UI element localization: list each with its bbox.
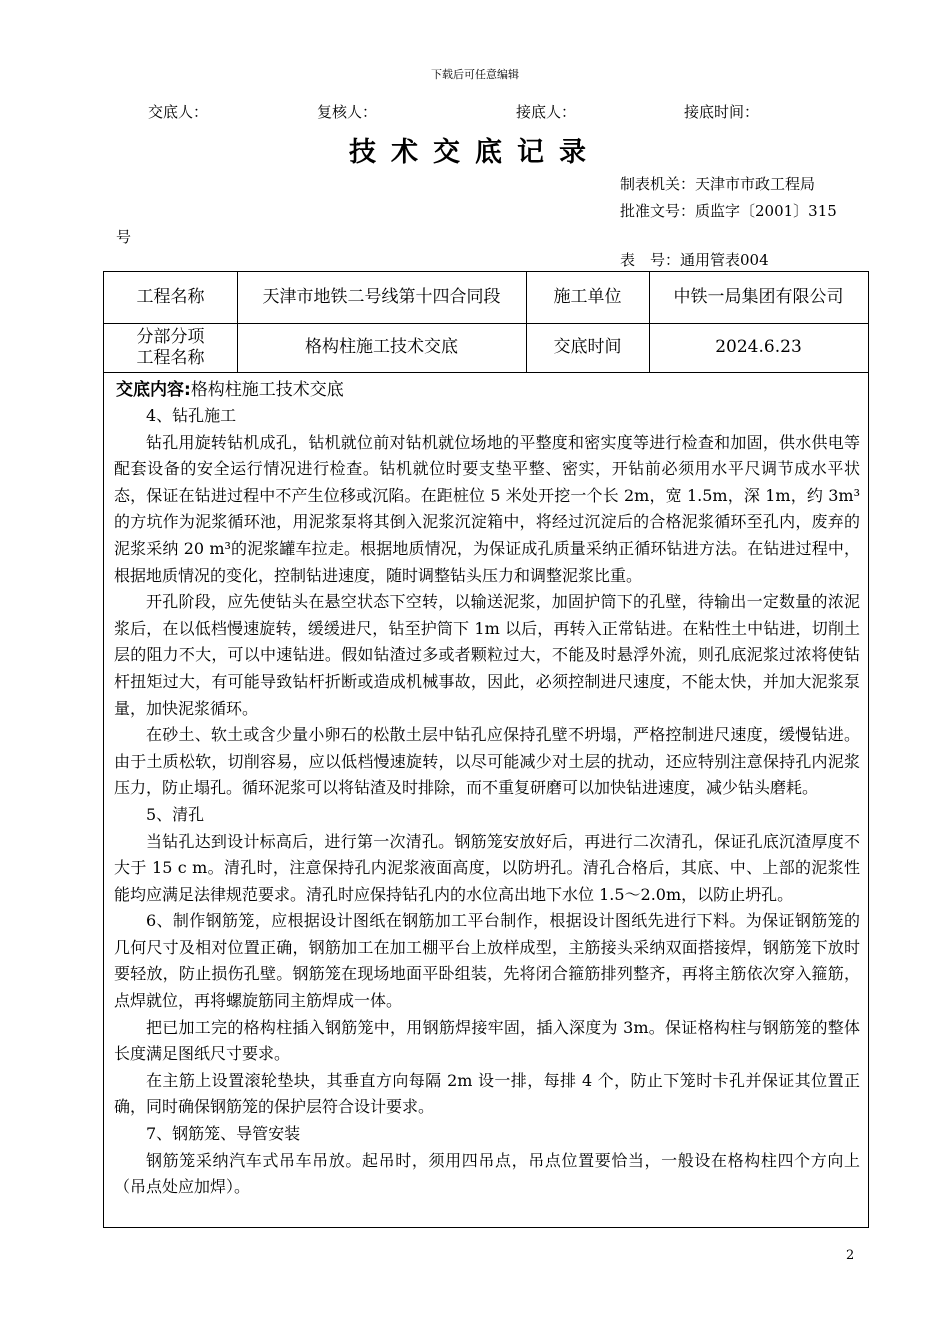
section-heading: 4、钻孔施工 (146, 406, 237, 425)
paragraph: 钢筋笼采纳汽车式吊车吊放。起吊时，须用四吊点，吊点位置要恰当，一般设在格构柱四个方向上（吊点处应加焊）。 (114, 1150, 860, 1197)
paragraph: 开孔阶段，应先使钻头在悬空状态下空转，以输送泥浆，加固护筒下的孔壁，待输出一定数量的浓泥浆后，在以低档慢速旋转，缓缓进尺，钻至护筒下 1m 以后，再转入正常钻进。在粘性土中钻进，切削土层的阻力不大，可以中速钻进。假如钻渣过多或者颗粒过大，不能及时悬浮外流，则孔底泥浆过浓将使钻杆扭矩过大，有可能导致钻杆折断或造成机械事故，因此，必须控制进尺速度，不能太快，并加大泥浆泵量，加快泥浆循环。 (114, 592, 860, 718)
contractor-label: 施工单位 (553, 287, 622, 307)
download-note: 下载后可任意编辑 (431, 68, 519, 81)
content-label: 交底内容: (116, 380, 191, 400)
content-heading (116, 375, 344, 400)
subproject-value: 格构柱施工技术交底 (305, 337, 458, 357)
table-rule (104, 372, 868, 373)
receive-time-label: 接底时间： (684, 103, 760, 121)
approval-line: 批准文号：质监字〔2001〕315 (620, 202, 837, 220)
contractor-value: 中铁一局集团有限公司 (673, 287, 844, 307)
section-heading: 5、清孔 (146, 804, 205, 824)
handover-person-label: 交底人： (148, 103, 209, 121)
reviewer-label: 复核人： (317, 103, 378, 121)
page-number: 2 (846, 1248, 855, 1263)
form-number-line: 表 号：通用管表004 (620, 251, 769, 269)
paragraph: 6、制作钢筋笼，应根据设计图纸在钢筋加工平台制作，根据设计图纸先进行下料。为保证钢筋笼的几何尺寸及相对位置正确，钢筋加工在加工棚平台上放样成型，主筋接头采纳双面搭接焊，钢筋笼下放时要轻放，防止损伤孔壁。钢筋笼在现场地面平卧组装，先将闭合箍筋排列整齐，再将主筋依次穿入箍筋，点焊就位，再将螺旋筋同主筋焊成一体。 (114, 911, 860, 1011)
paragraph: 钻孔用旋转钻机成孔，钻机就位前对钻机就位场地的平整度和密实度等进行检查和加固，供水供电等配套设备的安全运行情况进行检查。钻机就位时要支垫平整、密实，开钻前必须用水平尺调节成水平状态，保证在钻进过程中不产生位移或沉陷。在距桩位 5 米处开挖一个长 2m，宽 1.5m，深 1m，约 3m³的方坑作为泥浆循环池，用泥浆泵将其倒入泥浆沉淀箱中，将经过沉淀后的合格泥浆循环至孔内，废弃的泥浆采纳 20 m³的泥浆罐车拉走。根据地质情况，为保证成孔质量采纳正循环钻进方法。在钻进过程中，根据地质情况的变化，控制钻进速度，随时调整钻头压力和调整泥浆比重。 (114, 432, 860, 585)
paragraph: 在砂土、软土或含少量小卵石的松散土层中钻孔应保持孔壁不坍塌，严格控制进尺速度，缓慢钻进。由于土质松软，切削容易，应以低档慢速旋转，以尽可能减少对土层的扰动，还应特别注意保持孔内泥浆压力，防止塌孔。循环泥浆可以将钻渣及时排除，而不重复研磨可以加快钻进速度，减少钻头磨耗。 (114, 725, 860, 798)
content-title: 格构柱施工技术交底 (190, 380, 344, 400)
content-body (114, 403, 860, 1201)
handover-date-label: 交底时间 (553, 337, 622, 357)
issuer-line: 制表机关：天津市市政工程局 (620, 175, 816, 193)
paragraph: 当钻孔达到设计标高后，进行第一次清孔。钢筋笼安放好后，再进行二次清孔，保证孔底沉渣厚度不大于 15 c m。清孔时，注意保持孔内泥浆液面高度，以防坍孔。清孔合格后，其底、中、上部的泥浆性能均应满足法律规范要求。清孔时应保持钻孔内的水位高出地下水位 1.5～2.0m，以防止坍孔。 (114, 831, 860, 904)
section-heading: 7、钢筋笼、导管安装 (146, 1124, 301, 1144)
paragraph: 把已加工完的格构柱插入钢筋笼中，用钢筋焊接牢固，插入深度为 3m。保证格构柱与钢筋笼的整体长度满足图纸尺寸要求。 (114, 1017, 860, 1064)
document-title: 技术交底记录 (349, 137, 601, 168)
paragraph: 在主筋上设置滚轮垫块，其垂直方向每隔 2m 设一排，每排 4 个，防止下笼时卡孔并保证其位置正确，同时确保钢筋笼的保护层符合设计要求。 (114, 1070, 860, 1117)
handover-record-table (103, 271, 869, 1228)
subproject-label (104, 323, 237, 372)
project-name-value: 天津市地铁二号线第十四合同段 (262, 287, 501, 307)
subproject-label-line2: 工程名称 (136, 347, 205, 368)
approval-line-cont: 号 (116, 228, 132, 246)
receiver-label: 接底人： (516, 103, 577, 121)
handover-date-value: 2024.6.23 (715, 337, 802, 357)
project-name-label: 工程名称 (136, 287, 205, 307)
subproject-label-line1: 分部分项 (136, 326, 205, 347)
